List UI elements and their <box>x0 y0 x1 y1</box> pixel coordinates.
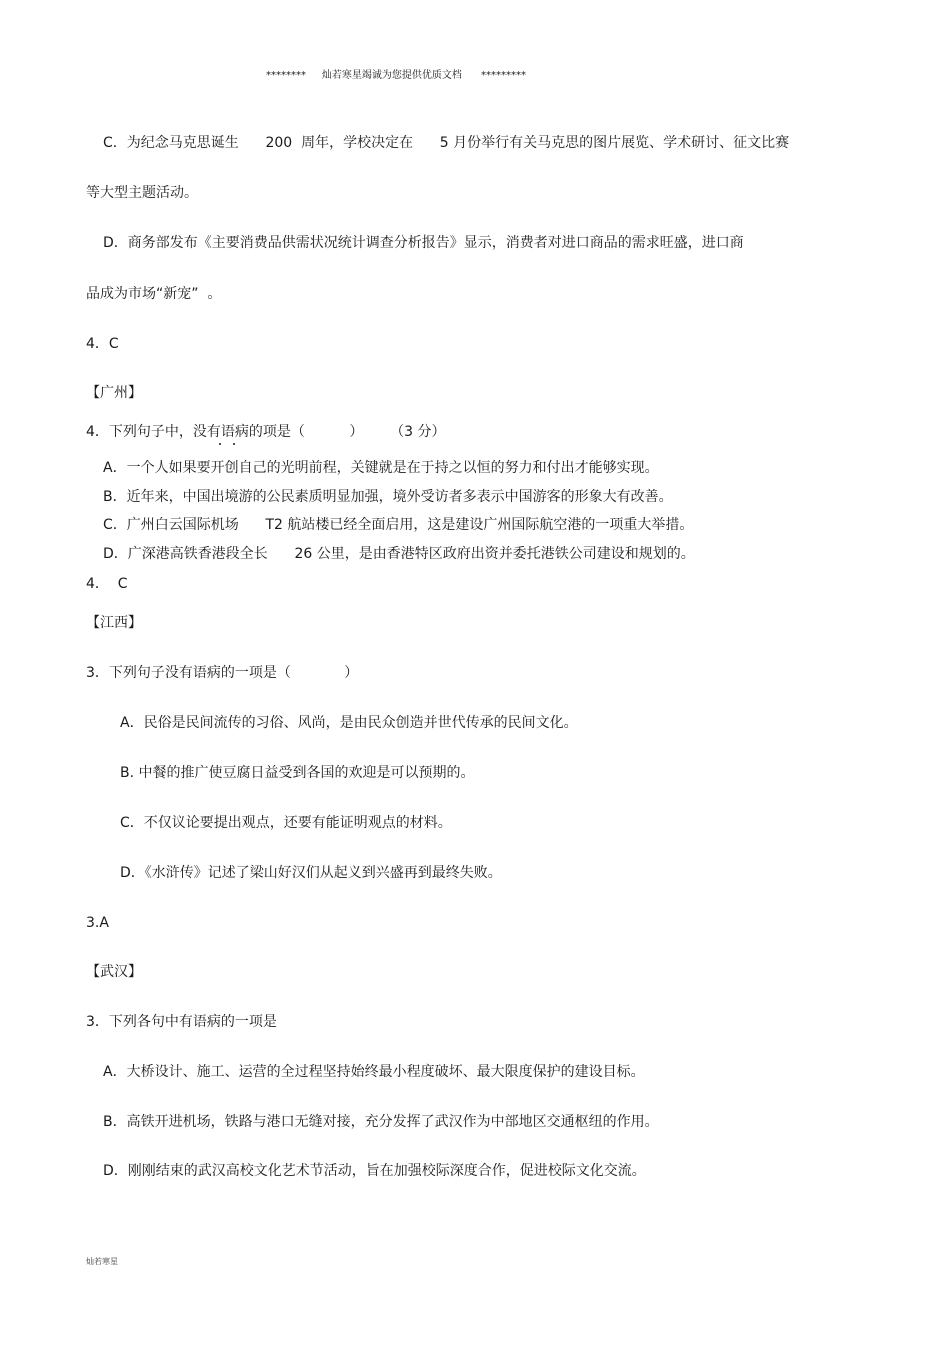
guangzhou-option-c: C．广州白云国际机场 T2 航站楼已经全面启用，这是建设广州国际航空港的一项重大举措。 <box>103 517 694 533</box>
page-footer: 灿若寒星 <box>86 1257 118 1266</box>
prev-option-d-line2: 品成为市场“新宠” 。 <box>86 286 222 302</box>
jiangxi-option-a: A．民俗是民间流传的习俗、风尚，是由民众创造并世代传承的民间文化。 <box>120 715 578 731</box>
guangzhou-question-prefix: 4．下列句子中，没有 <box>86 424 221 440</box>
wuhan-question: 3．下列各句中有语病的一项是 <box>86 1014 277 1030</box>
emphasis-dot <box>233 443 235 445</box>
prev-option-c-line1: C．为纪念马克思诞生 200 周年，学校决定在 5 月份举行有关马克思的图片展览、学术研讨、征文比赛 <box>103 135 790 151</box>
jiangxi-answer: 3.A <box>86 915 109 931</box>
prev-option-c-line2: 等大型主题活动。 <box>86 185 198 201</box>
guangzhou-answer: 4． C <box>86 576 128 592</box>
jiangxi-option-d: D．《水浒传》记述了梁山好汉们从起义到兴盛再到最终失败。 <box>120 865 502 881</box>
guangzhou-option-a: A．一个人如果要开创自己的光明前程，关键就是在于持之以恒的努力和付出才能够实现。 <box>103 460 659 476</box>
emphasis-dot <box>219 443 221 445</box>
jiangxi-question: 3．下列句子没有语病的一项是（ ） <box>86 665 359 681</box>
guangzhou-question-suffix: 语病的项是（ ） （3 分） <box>220 424 446 440</box>
guangzhou-option-b: B．近年来，中国出境游的公民素质明显加强，境外受访者多表示中国游客的形象大有改善。 <box>103 489 673 505</box>
region-heading-guangzhou: 【广州】 <box>86 385 142 401</box>
prev-option-d-line1: D．商务部发布《主要消费品供需状况统计调查分析报告》显示，消费者对进口商品的需求旺盛，进口商 <box>103 235 744 251</box>
prev-answer: 4．C <box>86 336 119 352</box>
region-heading-wuhan: 【武汉】 <box>86 964 142 980</box>
guangzhou-option-d: D．广深港高铁香港段全长 26 公里，是由香港特区政府出资并委托港铁公司建设和规划的。 <box>103 546 695 562</box>
guangzhou-question <box>86 423 445 441</box>
wuhan-option-d: D．刚刚结束的武汉高校文化艺术节活动，旨在加强校际深度合作，促进校际文化交流。 <box>103 1163 646 1179</box>
jiangxi-option-b: B. 中餐的推广使豆腐日益受到各国的欢迎是可以预期的。 <box>120 765 475 781</box>
wuhan-option-b: B．高铁开进机场，铁路与港口无缝对接，充分发挥了武汉作为中部地区交通枢纽的作用。 <box>103 1114 659 1130</box>
region-heading-jiangxi: 【江西】 <box>86 615 142 631</box>
jiangxi-option-c: C．不仅议论要提出观点，还要有能证明观点的材料。 <box>120 815 452 831</box>
wuhan-option-a: A．大桥设计、施工、运营的全过程坚持始终最小程度破坏、最大限度保护的建设目标。 <box>103 1064 645 1080</box>
page-header: ******** 灿若寒星竭诚为您提供优质文档 ********* <box>266 70 526 81</box>
